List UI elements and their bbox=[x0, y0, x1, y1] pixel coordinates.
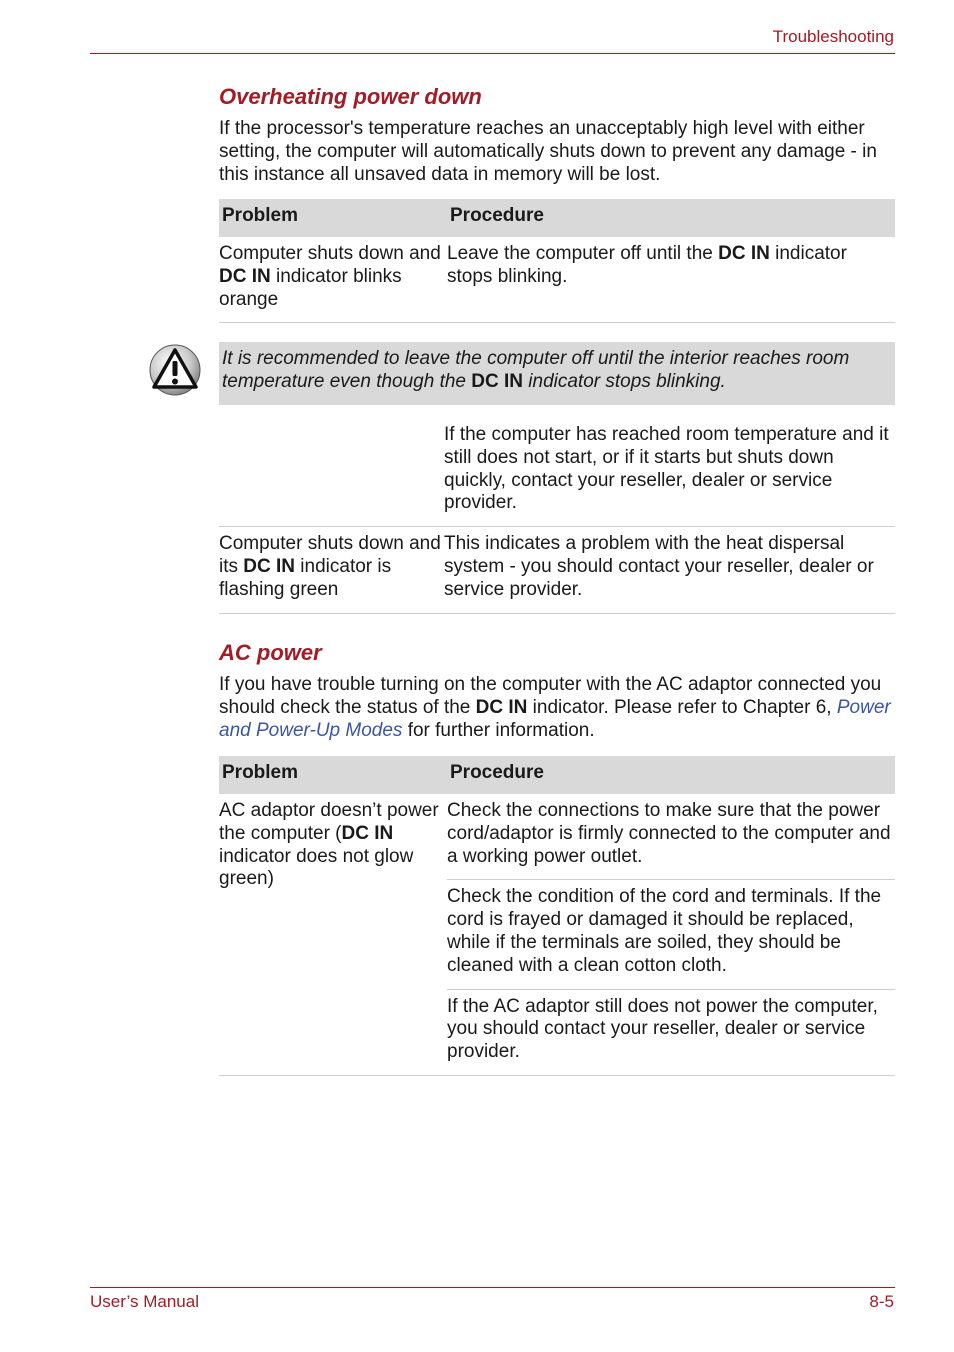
procedure-cell: Leave the computer off until the DC IN indicator stops blinking. bbox=[447, 237, 895, 323]
procedure-cell: If the AC adaptor still does not power the computer, you should contact your reseller, dealer or service provider. bbox=[447, 989, 895, 1075]
section-title: AC power bbox=[219, 640, 322, 665]
running-header: Troubleshooting bbox=[772, 27, 894, 46]
column-header-problem: Problem bbox=[219, 756, 447, 794]
footer-manual-title: User’s Manual bbox=[90, 1292, 199, 1311]
procedure-cell: Check the condition of the cord and terminals. If the cord is frayed or damaged it should be replaced, while if the terminals are soiled, they should be cleaned with a clean cotton cloth. bbox=[447, 880, 895, 989]
table-row bbox=[219, 237, 895, 323]
problem-cell bbox=[219, 418, 444, 527]
warning-triangle-icon bbox=[148, 343, 202, 397]
caution-note: It is recommended to leave the computer off until the interior reaches room temperature even though the DC IN indicator stops blinking. bbox=[219, 342, 895, 405]
column-header-procedure: Procedure bbox=[447, 199, 895, 237]
problem-cell: Computer shuts down and its DC IN indicator is flashing green bbox=[219, 527, 444, 613]
procedure-cell: This indicates a problem with the heat dispersal system - you should contact your reseller, dealer or service provider. bbox=[444, 527, 895, 613]
table-overheating-continued bbox=[219, 418, 895, 614]
procedure-cell: If the computer has reached room temperature and it still does not start, or if it starts but shuts down quickly, contact your reseller, dealer or service provider. bbox=[444, 418, 895, 527]
page-number: 8-5 bbox=[869, 1292, 894, 1311]
table-overheating bbox=[219, 199, 895, 323]
section-intro: If the processor's temperature reaches an unacceptably high level with either setting, the computer will automatically shuts down to prevent any damage - in this instance all unsaved data in memory will be lost. bbox=[219, 118, 877, 185]
problem-cell: Computer shuts down and DC IN indicator blinks orange bbox=[219, 237, 447, 323]
footer-rule bbox=[90, 1287, 895, 1288]
section-ac-power bbox=[219, 640, 895, 742]
chapter-link[interactable]: Power and Power-Up Modes bbox=[219, 696, 891, 741]
section-title: Overheating power down bbox=[219, 84, 482, 109]
section-intro: If you have trouble turning on the computer with the AC adaptor connected you should check the status of the DC IN indicator. Please refer to Chapter 6, Power and Power-Up Modes for further information. bbox=[219, 674, 891, 741]
column-header-problem: Problem bbox=[219, 199, 447, 237]
column-header-procedure: Procedure bbox=[447, 756, 895, 794]
header-rule bbox=[90, 53, 895, 54]
table-row bbox=[219, 418, 895, 527]
table-ac-power bbox=[219, 756, 895, 1076]
table-row bbox=[219, 527, 895, 613]
table-row bbox=[219, 794, 895, 880]
table-header-row bbox=[219, 199, 895, 237]
section-overheating bbox=[219, 84, 895, 186]
problem-cell: AC adaptor doesn’t power the computer (DC IN indicator does not glow green) bbox=[219, 794, 447, 1075]
procedure-cell: Check the connections to make sure that the power cord/adaptor is firmly connected to the computer and a working power outlet. bbox=[447, 794, 895, 880]
table-header-row bbox=[219, 756, 895, 794]
